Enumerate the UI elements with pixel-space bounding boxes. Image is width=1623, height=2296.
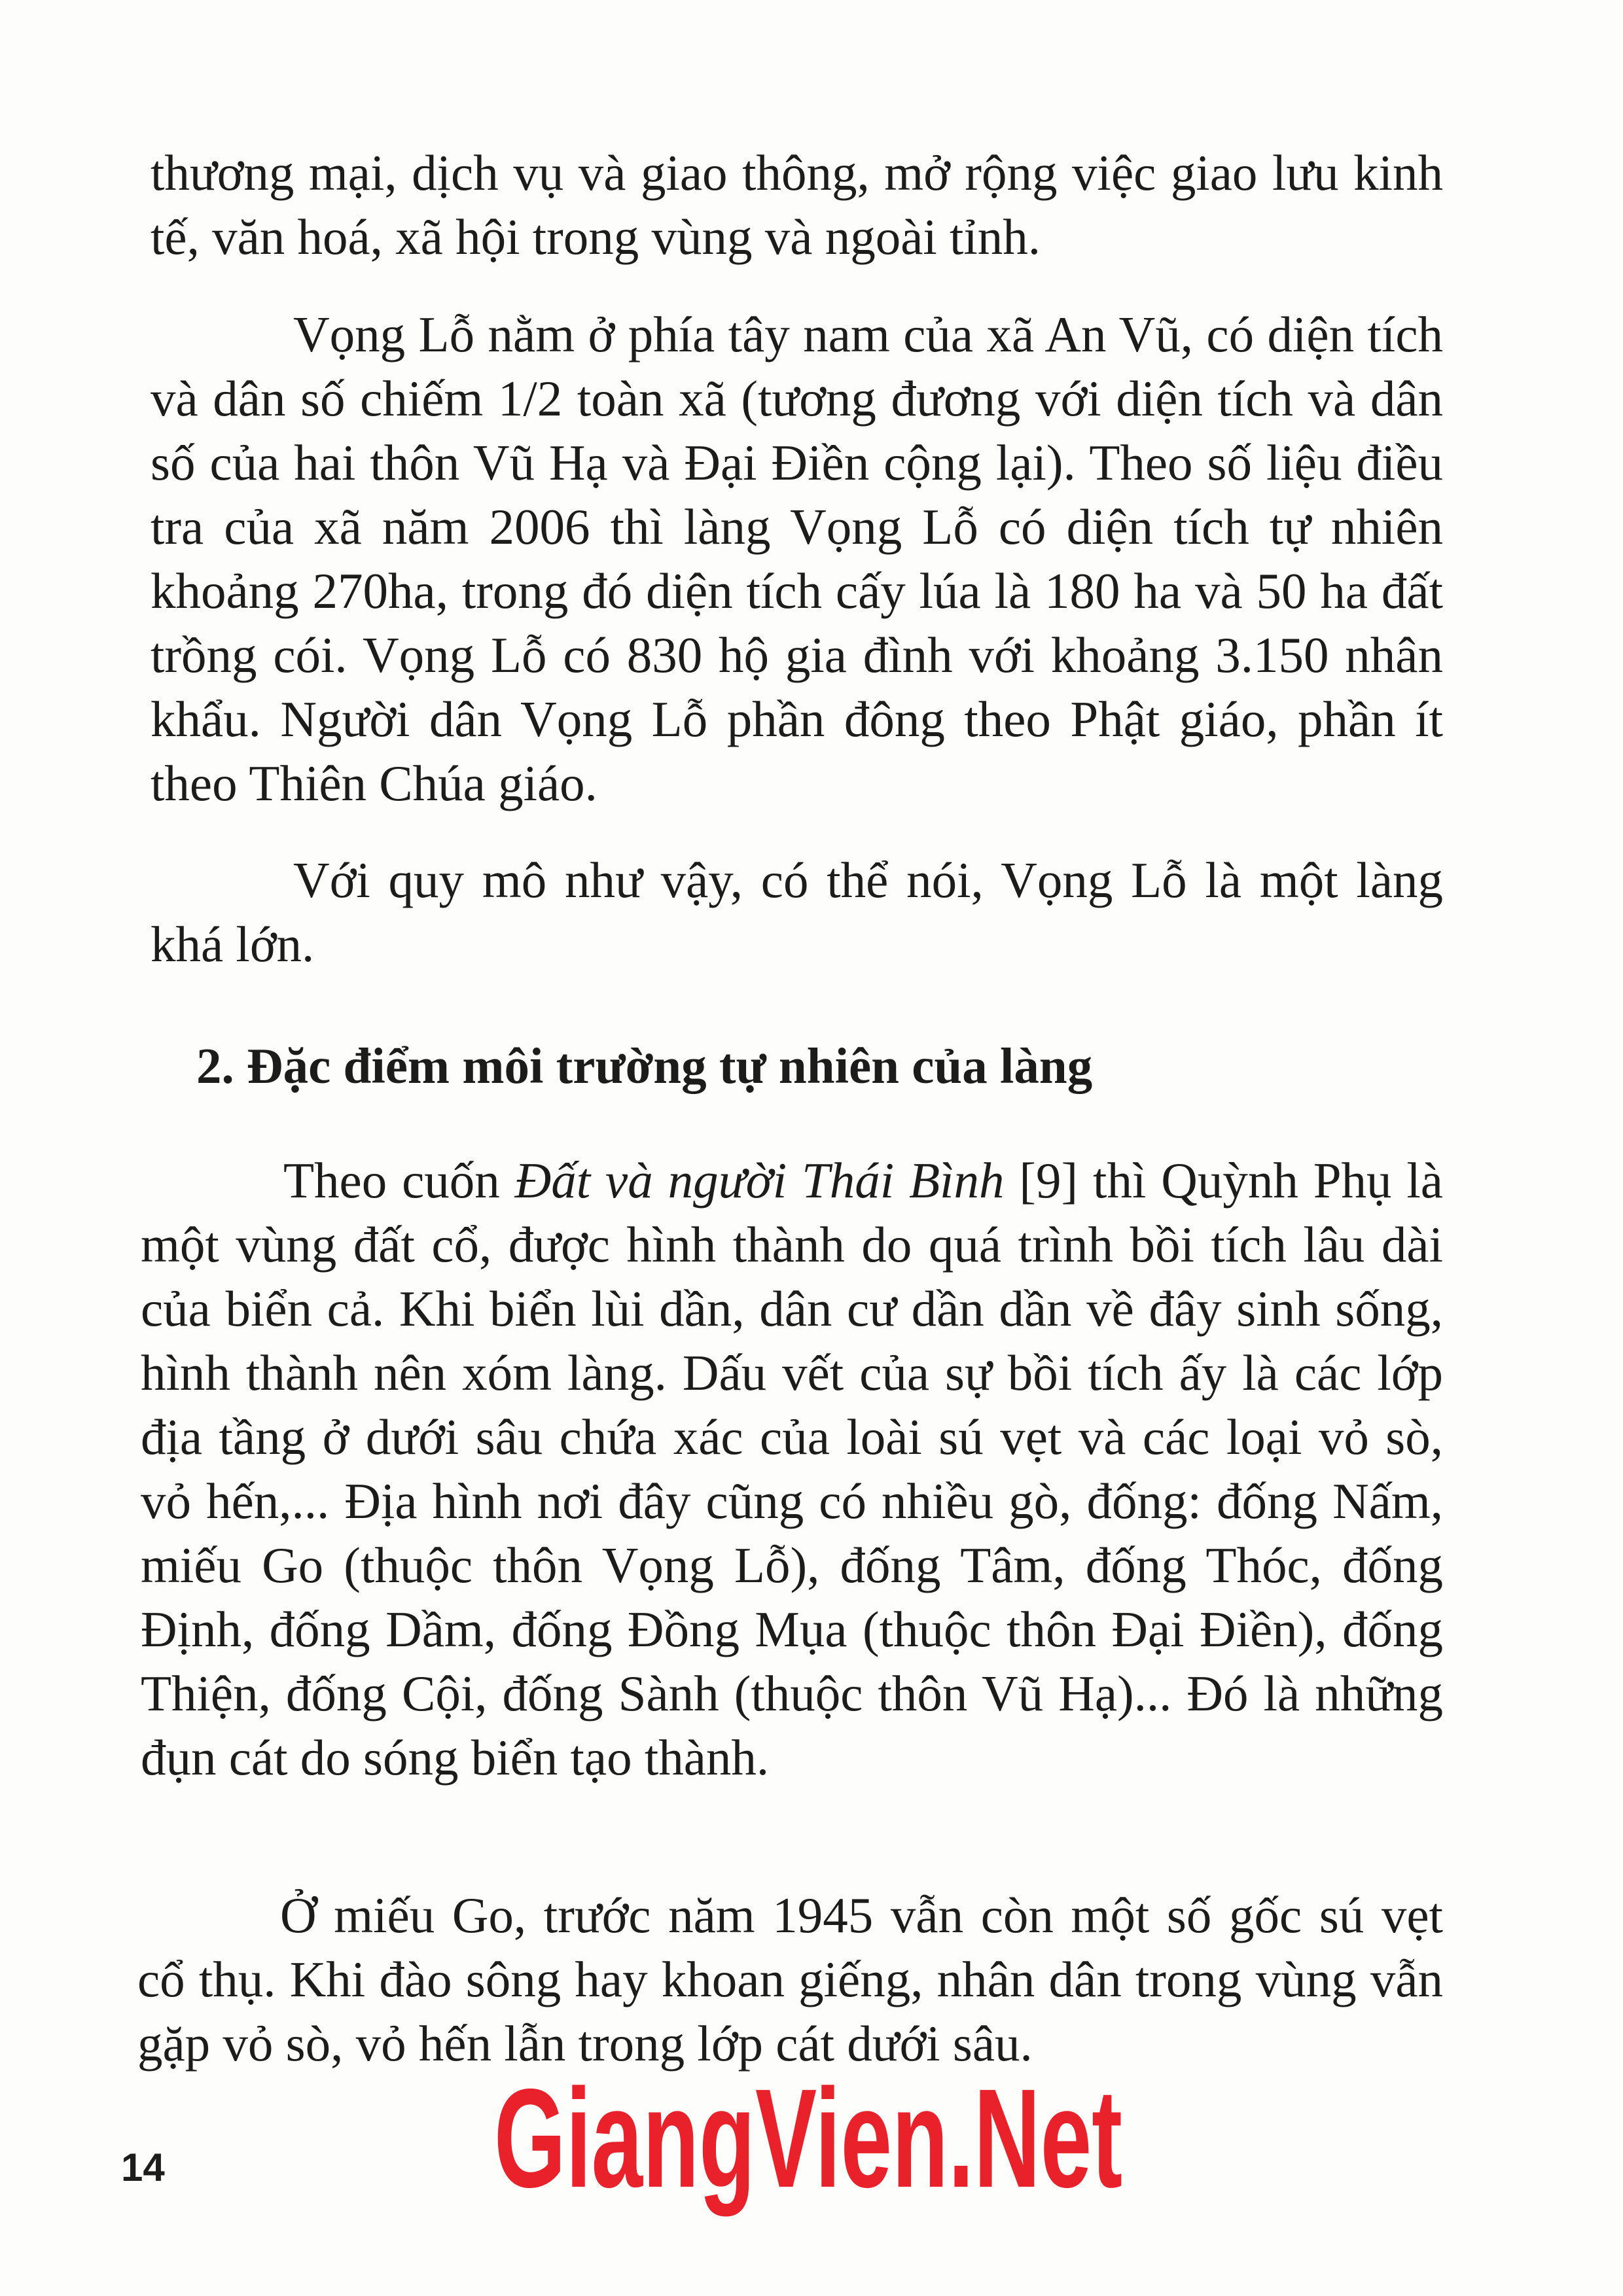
watermark-logo	[484, 2059, 1132, 2217]
watermark-text: GiangVien.Net	[494, 2059, 1122, 2217]
paragraph-2: Vọng Lỗ nằm ở phía tây nam của xã An Vũ, có diện tích và dân số chiếm 1/2 toàn xã (tương đương với diện tích và dân số của hai thôn Vũ Hạ và Đại Điền cộng lại). Theo số liệu điều tra của xã năm 2006 thì làng Vọng Lỗ có diện tích tự nhiên khoảng 270ha, trong đó diện tích cấy lúa là 180 ha và 50 ha đất trồng cói. Vọng Lỗ có 830 hộ gia đình với khoảng 3.150 nhân khẩu. Người dân Vọng Lỗ phần đông theo Phật giáo, phần ít theo Thiên Chúa giáo.	[151, 306, 1443, 811]
section-heading: 2. Đặc điểm môi trường tự nhiên của làng	[196, 1038, 1093, 1094]
page-number: 14	[121, 2146, 165, 2189]
paragraph-1: thương mại, dịch vụ và giao thông, mở rộng việc giao lưu kinh tế, văn hoá, xã hội trong vùng và ngoài tỉnh.	[151, 145, 1443, 265]
section-paragraph-1	[141, 1148, 1443, 1790]
section-paragraph-2: Ở miếu Go, trước năm 1945 vẫn còn một số gốc sú vẹt cổ thụ. Khi đào sông hay khoan giếng, nhân dân trong vùng vẫn gặp vỏ sò, vỏ hến lẫn trong lớp cát dưới sâu.	[137, 1887, 1443, 2072]
book-title: Đất và người Thái Bình	[514, 1152, 1005, 1209]
paragraph-lead-text: Theo cuốn	[283, 1152, 515, 1209]
paragraph-body-text: [9] thì Quỳnh Phụ là một vùng đất cổ, được hình thành do quá trình bồi tích lâu dài của biển cả. Khi biển lùi dần, dân cư dần dần về đây sinh sống, hình thành nên xóm làng. Dấu vết của sự bồi tích ấy là các lớp địa tầng ở dưới sâu chứa xác của loài sú vẹt và các loại vỏ sò, vỏ hến,... Địa hình nơi đây cũng có nhiều gò, đống: đống Nấm, miếu Go (thuộc thôn Vọng Lỗ), đống Tâm, đống Thóc, đống Định, đống Dầm, đống Đồng Mụa (thuộc thôn Đại Điền), đống Thiện, đống Cội, đống Sành (thuộc thôn Vũ Hạ)... Đó là những đụn cát do sóng biển tạo thành.	[141, 1152, 1443, 1786]
paragraph-3: Với quy mô như vậy, có thể nói, Vọng Lỗ là một làng khá lớn.	[151, 852, 1443, 972]
